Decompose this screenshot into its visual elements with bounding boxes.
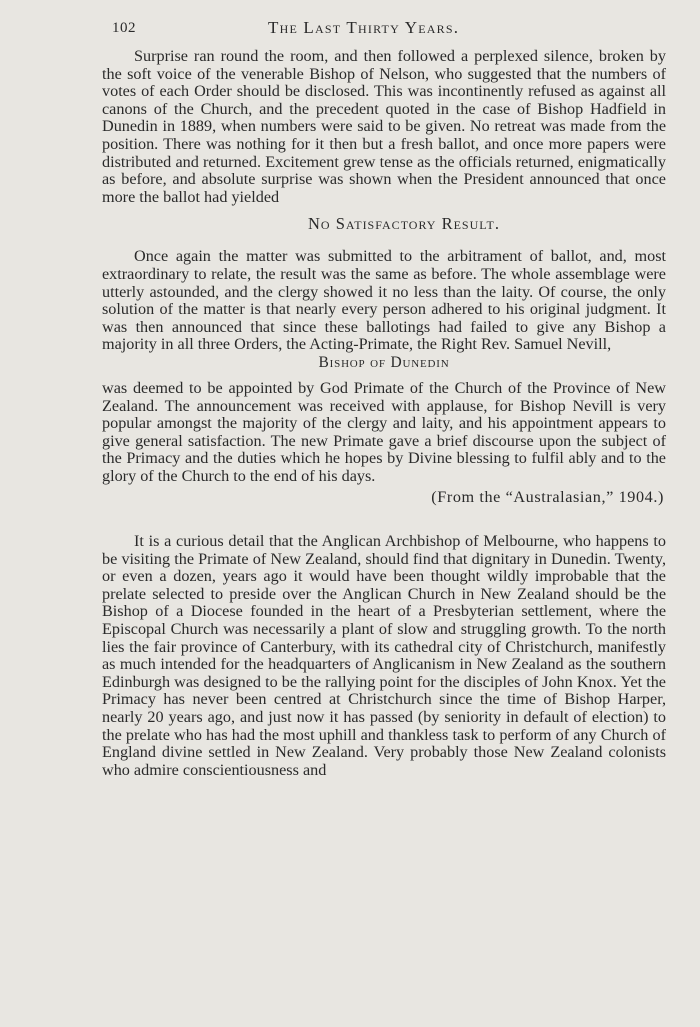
subheading-no-satisfactory-result: No Satisfactory Result. <box>308 214 500 234</box>
running-title: The Last Thirty Years. <box>268 18 460 37</box>
page-header <box>102 12 666 40</box>
paragraph-4: It is a curious detail that the Anglican Archbishop of Melbourne, who happens to be visiting the Primate of New Zealand, should find that dignitary in Dunedin. Twenty, or even a dozen, years ago it would have been thought wildly improbable that the prelate selected to preside over the Anglican Church in New Zealand should be the Bishop of a Diocese founded in the heart of a Presbyterian settlement, where the Episcopal Church was necessarily a plant of slow and struggling growth. To the north lies the fair province of Canterbury, with its cathedral city of Christchurch, manifestly as much intended for the headquarters of Anglicanism in New Zealand as the southern Edinburgh was designed to be the rallying point for the disciples of John Knox. Yet the Primacy has never been centred at Christchurch since the time of Bishop Harper, nearly 20 years ago, and just now it has passed (by seniority in default of election) to the prelate who has had the most uphill and thankless task to perform of any Church of England divine settled in New Zealand. Very probably those New Zealand colonists who admire conscientiousness and <box>102 532 666 779</box>
paragraph-2: Once again the matter was submitted to the arbitrament of ballot, and, most extraordinary to relate, the result was the same as before. The whole assemblage were utterly astounded, and the clergy showed it no less than the laity. Of course, the only solution of the matter is that nearly every person adhered to his original judgment. It was then announced that since these ballotings had failed to give any Bishop a majority in all three Orders, the Acting-Primate, the Right Rev. Samuel Nevill, <box>102 247 666 354</box>
source-citation: (From the “Australasian,” 1904.) <box>431 488 664 507</box>
paragraph-1: Surprise ran round the room, and then followed a perplexed silence, broken by the soft voice of the venerable Bishop of Nelson, who suggested that the numbers of votes of each Order should be disclosed. This was incontinently refused as against all canons of the Church, and the precedent quoted in the case of Bishop Hadfield in Dunedin in 1889, when numbers were said to be given. No retreat was made from the position. There was nothing for it then but a fresh ballot, and once more papers were distributed and returned. Excitement grew tense as the officials returned, enigmatically as before, and absolute surprise was shown when the President announced that once more the ballot had yielded <box>102 47 666 206</box>
paragraph-3: was deemed to be appointed by God Primate of the Church of the Province of New Zealand. The announcement was received with applause, for Bishop Nevill is very popular amongst the majority of the clergy and laity, and his appointment appears to give general satisfaction. The new Primate gave a brief discourse upon the subject of the Primacy and the duties which he hopes by Divine blessing to fulfil ably and to the glory of the Church to the end of his days. <box>102 378 666 485</box>
page-number: 102 <box>112 20 136 36</box>
subheading-bishop-of-dunedin: Bishop of Dunedin <box>318 353 450 371</box>
